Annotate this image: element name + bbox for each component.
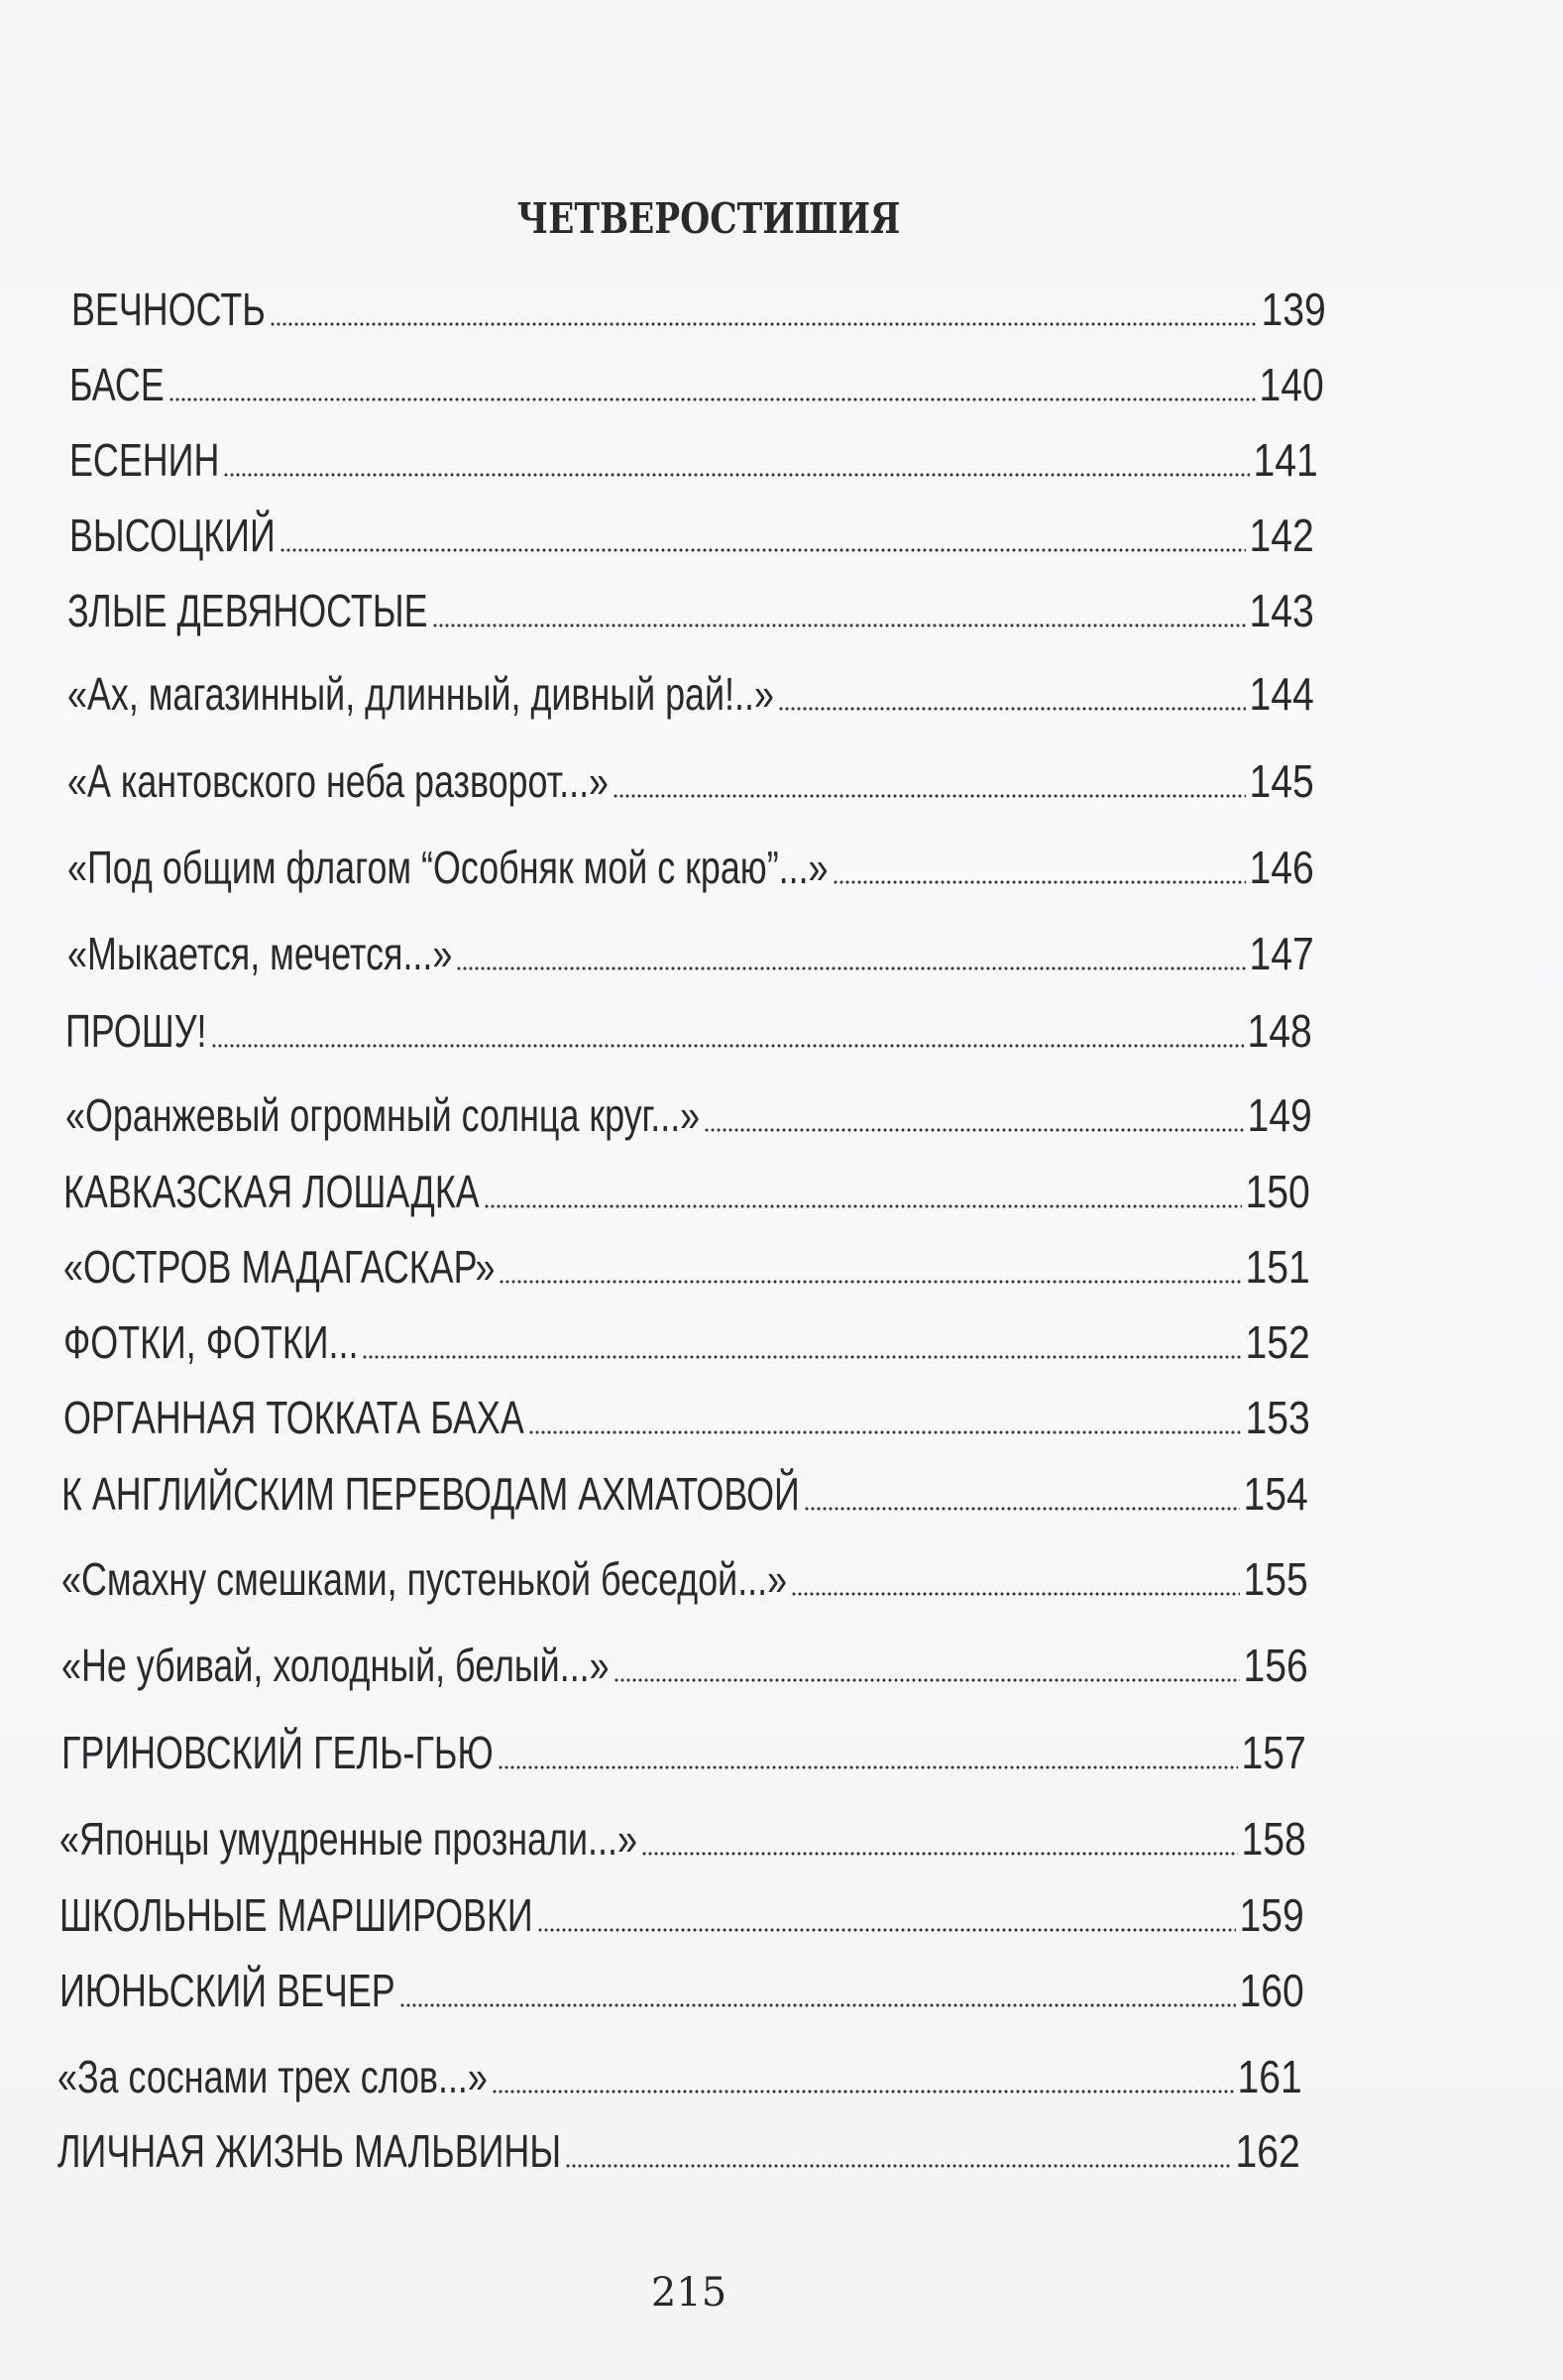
dot-leader — [791, 1591, 1240, 1597]
toc-entry — [63, 1237, 1310, 1297]
toc-entry-page: 141 — [1253, 434, 1318, 486]
dot-leader — [704, 1127, 1244, 1133]
toc-entry-page: 159 — [1239, 1889, 1304, 1941]
dot-leader — [804, 1506, 1240, 1512]
toc-entry — [63, 1388, 1310, 1447]
dot-leader — [223, 472, 1249, 478]
toc-entry-page: 152 — [1245, 1316, 1310, 1368]
toc-entry-title: «Смахну смешками, пустенькой беседой...» — [61, 1553, 788, 1605]
toc-entry-title: ПРОШУ! — [65, 1005, 207, 1057]
toc-entry-title: «ОСТРОВ МАДАГАСКАР» — [63, 1241, 496, 1293]
toc-entry-title: К АНГЛИЙСКИМ ПЕРЕВОДАМ АХМАТОВОЙ — [61, 1468, 800, 1520]
toc-entry-page: 157 — [1241, 1727, 1306, 1778]
toc-entry-page: 154 — [1243, 1468, 1308, 1520]
toc-entry — [61, 1636, 1308, 1695]
toc-entry-title: ОРГАННАЯ ТОККАТА БАХА — [63, 1392, 524, 1443]
toc-entry-page: 150 — [1245, 1166, 1310, 1217]
toc-entry-page: 143 — [1249, 585, 1314, 636]
toc-entry-page: 146 — [1249, 842, 1314, 893]
toc-entry — [65, 1001, 1312, 1061]
toc-entry-page: 148 — [1247, 1005, 1312, 1057]
toc-entry — [61, 1549, 1308, 1609]
toc-entry-title: «Не убивай, холодный, белый...» — [61, 1640, 610, 1691]
toc-entry-page: 145 — [1249, 755, 1314, 807]
dot-leader — [168, 397, 1256, 402]
toc-entry-title: ВЫСОЦКИЙ — [69, 510, 276, 561]
dot-leader — [279, 547, 1246, 553]
dot-leader — [498, 1764, 1238, 1770]
toc-entry-title: КАВКАЗСКАЯ ЛОШАДКА — [63, 1166, 480, 1217]
toc-entry-title: «Мыкается, мечется...» — [67, 928, 453, 979]
toc-entry-page: 156 — [1243, 1640, 1308, 1691]
toc-entry-page: 161 — [1237, 2051, 1302, 2102]
toc-entry-page: 139 — [1261, 283, 1326, 335]
dot-leader — [484, 1203, 1242, 1209]
toc-entry-title: ГРИНОВСКИЙ ГЕЛЬ-ГЬЮ — [61, 1727, 494, 1778]
toc-entry-title: «Оранжевый огромный солнца круг...» — [65, 1089, 701, 1141]
section-title: ЧЕТВЕРОСТИШИЯ — [516, 194, 901, 243]
toc-entry — [69, 506, 1314, 565]
dot-leader — [211, 1043, 1244, 1049]
toc-entry-page: 158 — [1241, 1813, 1306, 1865]
dot-leader — [432, 623, 1246, 628]
toc-entry-page: 153 — [1245, 1392, 1310, 1443]
toc-entry-page: 151 — [1245, 1241, 1310, 1293]
toc-entry-title: ШКОЛЬНЫЕ МАРШИРОВКИ — [59, 1889, 533, 1941]
toc-entry-title: БАСЕ — [69, 359, 165, 410]
toc-entry — [59, 1961, 1304, 2020]
toc-entry-page: 155 — [1243, 1553, 1308, 1605]
toc-entry — [59, 1885, 1304, 1945]
toc-entry — [71, 280, 1326, 339]
toc-entry-title: «А кантовского неба разворот...» — [67, 755, 609, 807]
toc-entry-title: «Под общим флагом “Особняк мой с краю”...» — [67, 842, 829, 893]
dot-leader — [492, 2089, 1234, 2095]
toc-entry — [69, 355, 1324, 414]
toc-entry-title: «Ах, магазинный, длинный, дивный рай!..» — [67, 668, 774, 720]
toc-entry-page: 142 — [1249, 510, 1314, 561]
toc-entry — [65, 1085, 1312, 1145]
toc-entry — [67, 664, 1314, 724]
page-number: 215 — [650, 2270, 727, 2316]
toc-entry-title: «Японцы умудренные прознали...» — [59, 1813, 637, 1865]
toc-entry-title: ЗЛЫЕ ДЕВЯНОСТЫЕ — [67, 585, 428, 636]
toc-entry — [63, 1312, 1310, 1372]
dot-leader — [270, 321, 1258, 327]
toc-entry-title: ФОТКИ, ФОТКИ... — [63, 1316, 359, 1368]
toc-entry-page: 144 — [1249, 668, 1314, 720]
toc-entry — [59, 1809, 1306, 1869]
dot-leader — [565, 2163, 1232, 2169]
toc-entry-title: ВЕЧНОСТЬ — [71, 283, 266, 335]
dot-leader — [399, 2002, 1236, 2008]
toc-entry-page: 140 — [1259, 359, 1324, 410]
toc-entry — [67, 924, 1314, 983]
toc-entry-page: 147 — [1249, 928, 1314, 979]
toc-entry-title: ЛИЧНАЯ ЖИЗНЬ МАЛЬВИНЫ — [57, 2125, 562, 2177]
toc-entry — [67, 751, 1314, 811]
dot-leader — [499, 1279, 1241, 1285]
toc-entry — [61, 1464, 1308, 1524]
toc-entry — [63, 1162, 1310, 1221]
toc-entry — [67, 838, 1314, 897]
dot-leader — [537, 1927, 1236, 1933]
dot-leader — [833, 879, 1246, 885]
toc-entry-page: 162 — [1235, 2125, 1300, 2177]
toc-entry — [57, 2121, 1300, 2181]
toc-entry-page: 149 — [1247, 1089, 1312, 1141]
toc-entry — [57, 2047, 1302, 2106]
toc-entry-title: ИЮНЬСКИЙ ВЕЧЕР — [59, 1965, 395, 2016]
toc-entry — [69, 430, 1318, 490]
dot-leader — [362, 1354, 1241, 1360]
dot-leader — [456, 965, 1245, 971]
toc-entry-title: ЕСЕНИН — [69, 434, 220, 486]
toc-entry-page: 160 — [1239, 1965, 1304, 2016]
dot-leader — [528, 1429, 1242, 1435]
toc-entry-title: «За соснами трех слов...» — [57, 2051, 488, 2102]
dot-leader — [778, 706, 1246, 712]
dot-leader — [613, 793, 1246, 799]
toc-entry — [67, 581, 1314, 640]
toc-entry — [61, 1723, 1306, 1782]
dot-leader — [641, 1851, 1238, 1857]
dot-leader — [614, 1677, 1240, 1683]
